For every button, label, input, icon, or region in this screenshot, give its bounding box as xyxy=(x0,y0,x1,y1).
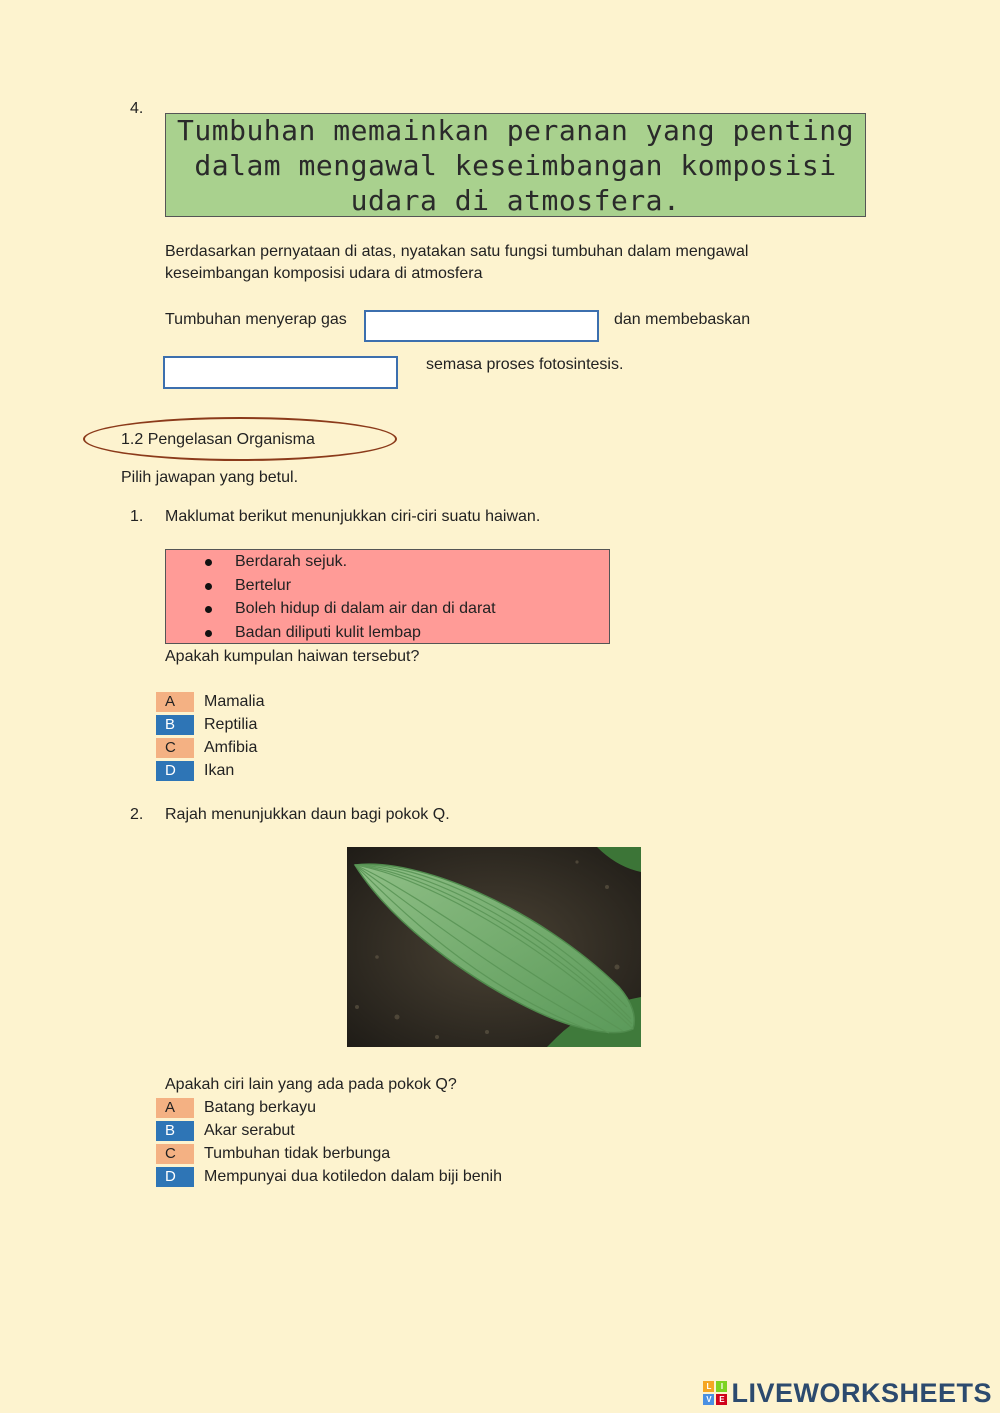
brand-name: LIVEWORKSHEETS xyxy=(731,1377,992,1408)
question-2-option-a[interactable] xyxy=(156,1097,502,1119)
bullet-icon xyxy=(205,583,212,590)
traits-box xyxy=(165,549,610,644)
option-letter: D xyxy=(156,761,194,781)
question-2-prompt: Rajah menunjukkan daun bagi pokok Q. xyxy=(165,806,450,823)
option-text: Ikan xyxy=(204,762,235,779)
gas-absorbed-input[interactable] xyxy=(364,310,599,342)
statement-banner xyxy=(165,113,866,217)
option-letter: B xyxy=(156,715,194,735)
question-1-options xyxy=(156,691,264,782)
question-2-option-b[interactable] xyxy=(156,1120,502,1142)
question-1-option-a[interactable] xyxy=(156,691,264,713)
trait-item: Boleh hidup di dalam air dan di darat xyxy=(166,597,609,621)
trait-item: Bertelur xyxy=(166,574,609,598)
sentence-part3: semasa proses fotosintesis. xyxy=(426,356,624,373)
option-letter: D xyxy=(156,1167,194,1187)
question-1-number: 1. xyxy=(130,508,144,525)
question-2-question: Apakah ciri lain yang ada pada pokok Q? xyxy=(165,1076,457,1093)
question-2-number: 2. xyxy=(130,806,144,823)
trait-item: Badan diliputi kulit lembap xyxy=(166,621,609,645)
question-1-question: Apakah kumpulan haiwan tersebut? xyxy=(165,648,420,665)
option-text: Amfibia xyxy=(204,739,258,756)
trait-item: Berdarah sejuk. xyxy=(166,550,609,574)
section-instruction: Pilih jawapan yang betul. xyxy=(121,469,299,486)
question-1-prompt: Maklumat berikut menunjukkan ciri-ciri suatu haiwan. xyxy=(165,508,541,525)
option-letter: B xyxy=(156,1121,194,1141)
option-text: Mempunyai dua kotiledon dalam biji benih xyxy=(204,1168,502,1185)
bullet-icon xyxy=(205,559,212,566)
bullet-icon xyxy=(205,630,212,637)
option-text: Tumbuhan tidak berbunga xyxy=(204,1145,391,1162)
liveworksheets-logo[interactable] xyxy=(703,1377,992,1409)
option-text: Batang berkayu xyxy=(204,1099,317,1116)
question-4-instruction xyxy=(165,241,865,285)
bullet-icon xyxy=(205,606,212,613)
section-title: 1.2 Pengelasan Organisma xyxy=(121,431,315,448)
leaf-photo xyxy=(347,847,641,1047)
option-text: Akar serabut xyxy=(204,1122,295,1139)
question-1-option-c[interactable] xyxy=(156,737,264,759)
question-4-instruction-line1: Berdasarkan pernyataan di atas, nyatakan satu fungsi tumbuhan dalam mengawal xyxy=(165,243,749,260)
option-letter: C xyxy=(156,738,194,758)
sentence-part1: Tumbuhan menyerap gas xyxy=(165,311,347,328)
question-2-option-c[interactable] xyxy=(156,1143,502,1165)
option-letter: A xyxy=(156,1098,194,1118)
question-4-instruction-line2: keseimbangan komposisi udara di atmosfera xyxy=(165,265,483,282)
logo-blocks-icon: L I V E xyxy=(703,1381,727,1405)
leaf-icon xyxy=(347,847,641,1047)
option-letter: A xyxy=(156,692,194,712)
gas-released-input[interactable] xyxy=(163,356,398,389)
question-1-option-b[interactable] xyxy=(156,714,264,736)
statement-banner-text: Tumbuhan memainkan peranan yang penting dalam mengawal keseimbangan komposisi udara di atmosfera. xyxy=(177,113,854,217)
question-2-option-d[interactable] xyxy=(156,1166,502,1188)
option-text: Mamalia xyxy=(204,693,265,710)
question-2-options xyxy=(156,1097,502,1188)
question-4-number: 4. xyxy=(130,100,144,117)
option-letter: C xyxy=(156,1144,194,1164)
option-text: Reptilia xyxy=(204,716,258,733)
sentence-part2: dan membebaskan xyxy=(614,311,751,328)
question-1-option-d[interactable] xyxy=(156,760,264,782)
